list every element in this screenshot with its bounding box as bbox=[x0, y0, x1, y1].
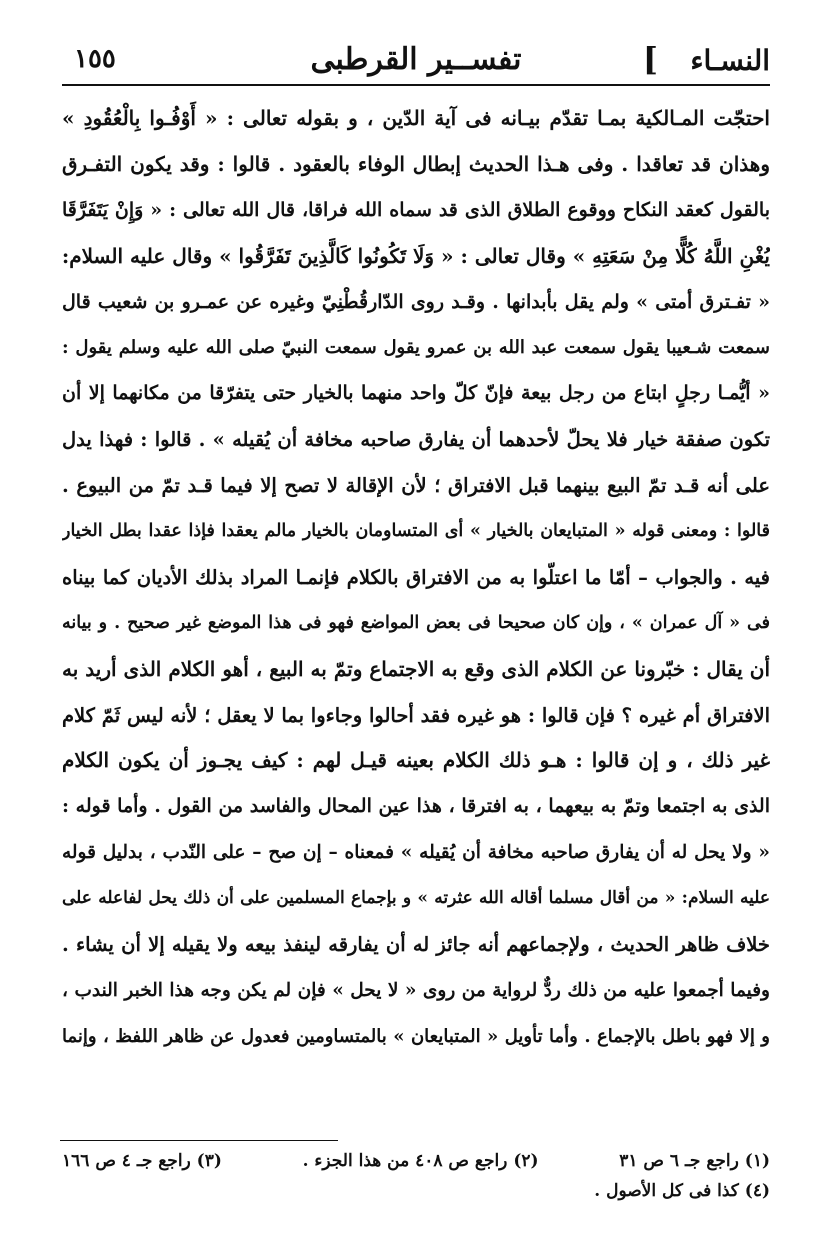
text-line: يُغْنِ اللَّهُ كُلًّا مِنْ سَعَتِهِ » وقال تعالى : « وَلَا تَكُونُوا كَالَّذِينَ تَفَرَّقُوا » وقال عليه السلام: bbox=[62, 243, 770, 268]
text-line: و إلا فهو باطل بالإجماع . وأما تأويل « المتبايعان » بالمتساومين فعدول عن ظاهر اللفظ ، وإنما bbox=[62, 1025, 770, 1047]
footnote-row bbox=[62, 1146, 770, 1176]
footnote-4: (٤) كذا فى كل الأصول . bbox=[594, 1181, 770, 1201]
page-number: ١٥٥ bbox=[74, 44, 116, 74]
text-line: بالقول كعقد النكاح ووقوع الطلاق الذى قد سماه الله فراقا، قال الله تعالى : « وَإِنْ يَتَفَرَّقَا bbox=[62, 198, 770, 221]
main-text bbox=[62, 96, 770, 1060]
text-line: خلاف ظاهر الحديث ، ولإجماعهم أنه جائز له أن يفارقه لينفذ بيعه ولا يقيله إلا أن يشاء . bbox=[62, 933, 770, 957]
footnote-1: (١) راجع جـ ٦ ص ٣١ bbox=[619, 1151, 770, 1171]
text-line: تكون صفقة خيار فلا يحلّ لأحدهما أن يفارق صاحبه مخافة أن يُقيله » . قالوا : فهذا يدل bbox=[62, 428, 770, 452]
text-line: سمعت شـعيبا يقول سمعت عبد الله بن عمرو يقول سمعت النبيّ صلى الله عليه وسلم يقول : bbox=[62, 337, 770, 359]
footnote-divider bbox=[60, 1140, 338, 1141]
chapter-name: النسـاء bbox=[690, 44, 770, 77]
footnote-3: (٣) راجع جـ ٤ ص ١٦٦ bbox=[62, 1151, 222, 1171]
text-line: « أيُّمـا رجلٍ ابتاع من رجل بيعة فإنّ كلّ واحد منهما بالخيار حتى يتفرّقا من مكانهما إلا أن bbox=[62, 382, 770, 405]
text-line: احتجّت المـالكية بمـا تقدّم بيـانه فى آية الدّين ، و بقوله تعالى : « أَوْفُـوا بِالْعُقُودِ » bbox=[62, 106, 770, 130]
footnote-2: (٢) راجع ص ٤٠٨ من هذا الجزء . bbox=[302, 1151, 539, 1171]
footnote-row bbox=[62, 1176, 770, 1206]
text-line: الافتراق أم غيره ؟ فإن قالوا : هو غيره فقد أحالوا وجاءوا بما لا يعقل ؛ لأنه ليس ثَمّ كلام bbox=[62, 703, 770, 727]
text-line: وفيما أجمعوا عليه من ذلك ردٌّ لرواية من روى « لا يحل » فإن لم يكن وجه هذا الخبر الندب ، bbox=[62, 979, 770, 1001]
text-line: على أنه قـد تمّ البيع بينهما قبل الافتراق ؛ لأن الإقالة لا تصح إلا فيما قـد تمّ من البيوع . bbox=[62, 474, 770, 498]
text-line: قالوا : ومعنى قوله « المتبايعان بالخيار » أى المتساومان بالخيار مالم يعقدا فإذا عقدا بطل الخيار bbox=[62, 521, 770, 542]
book-title: تفســير القرطبى bbox=[310, 42, 522, 77]
text-line: عليه السلام: « من أقال مسلما أقاله الله عثرته » و بإجماع المسلمين على أن ذلك يحل لفاعله على bbox=[62, 888, 770, 909]
header-bracket: ] bbox=[642, 40, 658, 78]
running-header bbox=[62, 38, 770, 86]
text-line: الذى به اجتمعا وتمّ به بيعهما ، به افترقا ، هذا عين المحال والفاسد من القول . وأما قوله : bbox=[62, 795, 770, 818]
text-line: « ولا يحل له أن يفارق صاحبه مخافة أن يُقيله » فمعناه – إن صح – على النّدب ، بدليل قوله bbox=[62, 842, 770, 864]
footnotes bbox=[62, 1146, 770, 1206]
text-line: وهذان قد تعاقدا . وفى هـذا الحديث إبطال الوفاء بالعقود . قالوا : وقد يكون التفـرق bbox=[62, 151, 770, 176]
text-line: فى « آل عمران » ، وإن كان صحيحا فى بعض المواضع فهو فى هذا الموضع غير صحيح . و بيانه bbox=[62, 612, 770, 633]
text-line: « تفـترق أمتى » ولم يقل بأبدانها . وقـد روى الدّارقُطْنِيّ وغيره عن عمـرو بن شعيب قال bbox=[62, 290, 770, 313]
text-line: غير ذلك ، و إن قالوا : هـو ذلك الكلام بعينه قيـل لهم : كيف يجـوز أن يكون الكلام bbox=[62, 748, 770, 773]
text-line: أن يقال : خبّرونا عن الكلام الذى وقع به الاجتماع وتمّ به البيع ، أهو الكلام الذى أريد به bbox=[62, 656, 770, 681]
text-line: فيه . والجواب – أمّا ما اعتلّوا به من الافتراق بالكلام فإنمـا المراد بذلك الأديان كما بيناه bbox=[62, 565, 770, 589]
